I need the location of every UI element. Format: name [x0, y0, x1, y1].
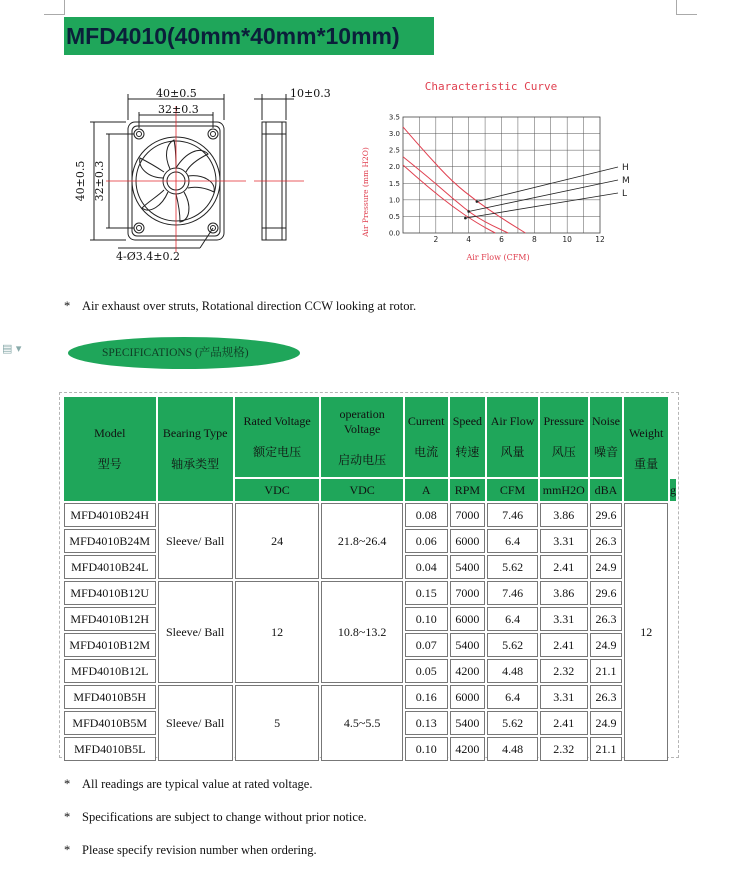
weight-cell: 12	[624, 503, 668, 761]
table-row	[64, 581, 676, 605]
noise-cell: 29.6	[590, 581, 623, 605]
model-cell: MFD4010B5H	[64, 685, 156, 709]
chart-series-line-m	[403, 157, 508, 233]
chart-x-tick-label: 4	[466, 235, 472, 244]
model-cell: MFD4010B24H	[64, 503, 156, 527]
chart-y-tick-label: 2.5	[388, 146, 400, 155]
pressure-cell: 2.32	[540, 659, 588, 683]
air-flow-cell: 4.48	[487, 659, 538, 683]
model-cell: MFD4010B12L	[64, 659, 156, 683]
speed-cell: 5400	[450, 633, 486, 657]
table-unit-cell: RPM	[450, 479, 486, 501]
bearing-type-cell: Sleeve/ Ball	[158, 503, 233, 579]
table-header-cell: Air Flow 风量	[487, 397, 538, 477]
dim-height-outer: 40±0.5	[74, 160, 87, 202]
table-header-cell: Bearing Type 轴承类型	[158, 397, 233, 501]
air-flow-cell: 7.46	[487, 503, 538, 527]
pressure-cell: 2.41	[540, 555, 588, 579]
current-cell: 0.05	[405, 659, 448, 683]
noise-cell: 24.9	[590, 555, 623, 579]
operation-voltage-cell: 4.5~5.5	[321, 685, 402, 761]
operation-voltage-cell: 10.8~13.2	[321, 581, 402, 683]
speed-cell: 5400	[450, 711, 486, 735]
rated-voltage-cell: 12	[235, 581, 320, 683]
table-unit-row	[64, 479, 676, 501]
chart-series-line-h	[403, 127, 525, 233]
bearing-type-cell: Sleeve/ Ball	[158, 581, 233, 683]
speed-cell: 6000	[450, 607, 486, 631]
chart-x-tick-label: 10	[562, 235, 572, 244]
chart-grid	[403, 117, 600, 233]
table-unit-cell: VDC	[235, 479, 320, 501]
current-cell: 0.16	[405, 685, 448, 709]
table-header-cell: Weight 重量	[624, 397, 668, 501]
chart-leader-line	[465, 193, 618, 218]
pressure-cell: 3.86	[540, 503, 588, 527]
speed-cell: 4200	[450, 659, 486, 683]
chart-x-axis-label: Air Flow (CFM)	[466, 253, 530, 262]
noise-cell: 26.3	[590, 685, 623, 709]
model-cell: MFD4010B12H	[64, 607, 156, 631]
speed-cell: 5400	[450, 555, 486, 579]
dim-height-inner: 32±0.3	[93, 160, 106, 202]
speed-cell: 7000	[450, 503, 486, 527]
chart-y-tick-label: 0.0	[388, 229, 400, 238]
current-cell: 0.10	[405, 607, 448, 631]
air-flow-cell: 5.62	[487, 633, 538, 657]
operation-voltage-cell: 21.8~26.4	[321, 503, 402, 579]
chart-leader-point	[467, 210, 470, 213]
speed-cell: 6000	[450, 529, 486, 553]
chart-y-tick-label: 3.5	[388, 113, 400, 122]
chart-leader-point	[464, 217, 467, 220]
chart-series-line-l	[403, 165, 495, 233]
table-header-cell: Speed 转速	[450, 397, 486, 477]
characteristic-curve-chart	[356, 74, 656, 269]
model-cell: MFD4010B24L	[64, 555, 156, 579]
note-revision: * Please specify revision number when ordering.	[64, 843, 317, 857]
air-flow-cell: 5.62	[487, 555, 538, 579]
fan-dimension-drawing	[76, 82, 346, 272]
table-unit-cell: dBA	[590, 479, 623, 501]
chart-x-tick-label: 8	[531, 235, 537, 244]
specifications-table-frame	[59, 392, 679, 758]
air-flow-cell: 4.48	[487, 737, 538, 761]
chart-y-axis-label: Air Pressure (mm H2O)	[361, 147, 370, 237]
air-flow-cell: 6.4	[487, 685, 538, 709]
table-header-cell: Current 电流	[405, 397, 448, 477]
chart-series-label: H	[622, 163, 629, 173]
pressure-cell: 3.31	[540, 685, 588, 709]
chart-y-tick-label: 2.0	[388, 163, 400, 172]
model-cell: MFD4010B24M	[64, 529, 156, 553]
table-header-cell: Pressure 风压	[540, 397, 588, 477]
air-flow-cell: 7.46	[487, 581, 538, 605]
note-change: * Specifications are subject to change without prior notice.	[64, 810, 367, 824]
chart-x-tick-label: 6	[499, 235, 504, 244]
model-cell: MFD4010B5M	[64, 711, 156, 735]
dim-width-inner: 32±0.3	[158, 103, 199, 116]
chart-series-label: M	[622, 176, 630, 186]
chart-y-tick-label: 1.5	[388, 179, 400, 188]
current-cell: 0.04	[405, 555, 448, 579]
rated-voltage-cell: 5	[235, 685, 320, 761]
current-cell: 0.13	[405, 711, 448, 735]
chart-y-tick-label: 0.5	[388, 212, 400, 221]
current-cell: 0.06	[405, 529, 448, 553]
chart-y-tick-label: 3.0	[388, 130, 400, 139]
table-unit-cell: g	[670, 479, 676, 501]
table-unit-cell: CFM	[487, 479, 538, 501]
air-flow-cell: 6.4	[487, 529, 538, 553]
noise-cell: 21.1	[590, 659, 623, 683]
chart-x-tick-label: 12	[595, 235, 605, 244]
pressure-cell: 3.31	[540, 607, 588, 631]
pressure-cell: 2.41	[540, 633, 588, 657]
page-corner-mark-left	[44, 0, 65, 15]
speed-cell: 7000	[450, 581, 486, 605]
page-corner-mark-right	[676, 0, 697, 15]
dim-width-outer: 40±0.5	[156, 87, 197, 100]
note-readings: * All readings are typical value at rated voltage.	[64, 777, 313, 791]
model-cell: MFD4010B12M	[64, 633, 156, 657]
model-cell: MFD4010B12U	[64, 581, 156, 605]
table-unit-cell: A	[405, 479, 448, 501]
note-exhaust: * Air exhaust over struts, Rotational direction CCW looking at rotor.	[64, 299, 417, 313]
air-flow-cell: 6.4	[487, 607, 538, 631]
table-header-cell: Noise 噪音	[590, 397, 623, 477]
air-flow-cell: 5.62	[487, 711, 538, 735]
chart-x-tick-label: 2	[433, 235, 439, 244]
table-row	[64, 503, 676, 527]
pressure-cell: 3.31	[540, 529, 588, 553]
table-header-row	[64, 397, 676, 477]
chart-y-tick-label: 1.0	[388, 196, 400, 205]
pressure-cell: 2.41	[540, 711, 588, 735]
noise-cell: 24.9	[590, 711, 623, 735]
noise-cell: 21.1	[590, 737, 623, 761]
current-cell: 0.07	[405, 633, 448, 657]
chart-series-label: L	[622, 189, 628, 199]
table-unit-cell: mmH2O	[540, 479, 588, 501]
bearing-type-cell: Sleeve/ Ball	[158, 685, 233, 761]
model-cell: MFD4010B5L	[64, 737, 156, 761]
current-cell: 0.15	[405, 581, 448, 605]
page-title: MFD4010(40mm*40mm*10mm)	[64, 17, 434, 55]
current-cell: 0.08	[405, 503, 448, 527]
table-header-cell: Rated Voltage 额定电压	[235, 397, 320, 477]
table-header-cell: Model 型号	[64, 397, 156, 501]
speed-cell: 4200	[450, 737, 486, 761]
specifications-label: SPECIFICATIONS (产品规格)	[68, 337, 300, 369]
chart-title: Characteristic Curve	[424, 80, 558, 93]
chart-leader-point	[476, 200, 479, 203]
speed-cell: 6000	[450, 685, 486, 709]
table-unit-cell: VDC	[321, 479, 402, 501]
specifications-table	[62, 395, 678, 763]
noise-cell: 26.3	[590, 607, 623, 631]
noise-cell: 24.9	[590, 633, 623, 657]
table-row	[64, 685, 676, 709]
table-header-cell: operation Voltage 启动电压	[321, 397, 402, 477]
current-cell: 0.10	[405, 737, 448, 761]
noise-cell: 26.3	[590, 529, 623, 553]
chart-leader-line	[469, 180, 618, 211]
document-outline-icon[interactable]: ▤ ▾	[2, 342, 22, 355]
pressure-cell: 3.86	[540, 581, 588, 605]
noise-cell: 29.6	[590, 503, 623, 527]
pressure-cell: 2.32	[540, 737, 588, 761]
dim-hole: 4-Ø3.4±0.2	[116, 250, 180, 263]
dim-thickness: 10±0.3	[290, 87, 331, 100]
rated-voltage-cell: 24	[235, 503, 320, 579]
